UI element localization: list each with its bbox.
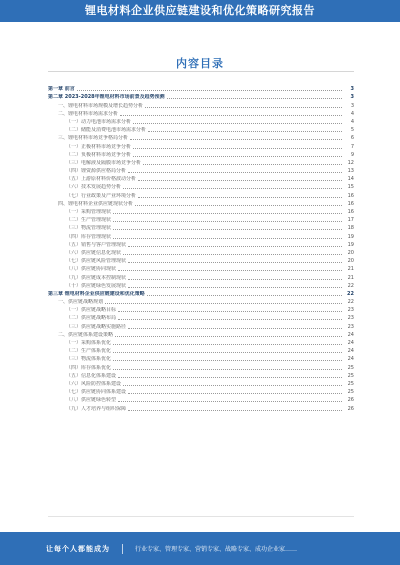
toc-entry-title: （一）供应链战略目标: [66, 307, 117, 314]
toc-entry-page: 20: [347, 249, 354, 256]
toc-entry-leader-dots: [147, 295, 342, 296]
toc-entry[interactable]: [48, 133, 354, 141]
toc-entry-page: 16: [347, 192, 354, 199]
toc-entry-leader-dots: [118, 270, 342, 271]
toc-entry[interactable]: [48, 84, 354, 92]
toc-entry[interactable]: [48, 387, 354, 395]
toc-entry-title: （七）供应链风险管理现状: [66, 258, 127, 265]
table-of-contents: [48, 84, 354, 412]
toc-entry-page: 13: [347, 168, 354, 175]
toc-entry-leader-dots: [128, 172, 342, 173]
toc-entry-page: 16: [347, 200, 354, 207]
toc-entry-page: 12: [347, 159, 354, 166]
toc-entry-page: 21: [347, 266, 354, 273]
toc-entry-page: 18: [347, 225, 354, 232]
toc-entry-page: 25: [347, 372, 354, 379]
toc-entry-leader-dots: [113, 229, 342, 230]
toc-entry-title: （三）供应链战略实施路径: [66, 323, 127, 330]
toc-entry[interactable]: [48, 199, 354, 207]
toc-entry[interactable]: [48, 256, 354, 264]
document-title: 锂电材料企业供应链建设和优化策略研究报告: [85, 4, 315, 17]
toc-entry-page: 24: [347, 340, 354, 346]
toc-entry-title: 第三章 锂电材料企业供应链建设和优化策略: [48, 290, 145, 297]
toc-entry-page: 17: [347, 217, 354, 224]
toc-entry-page: 25: [347, 364, 354, 371]
toc-entry-leader-dots: [130, 139, 342, 140]
toc-entry-title: （三）物流管理现状: [66, 225, 112, 232]
toc-entry-page: 25: [347, 380, 354, 387]
toc-entry[interactable]: [48, 166, 354, 174]
toc-bottom-divider: [48, 516, 354, 517]
toc-entry-page: 3: [350, 86, 354, 93]
toc-entry[interactable]: [48, 109, 354, 117]
toc-entry-page: 19: [347, 233, 354, 240]
toc-entry-leader-dots: [113, 344, 342, 345]
toc-entry-title: （九）供应链成本控制现状: [66, 274, 127, 281]
toc-entry[interactable]: [48, 158, 354, 166]
toc-entry[interactable]: [48, 346, 354, 354]
toc-entry-page: 5: [350, 127, 354, 134]
toc-entry-leader-dots: [145, 107, 342, 108]
toc-entry-title: （八）供应链绿色转型: [66, 397, 117, 404]
toc-title: 内容目录: [176, 57, 224, 70]
toc-entry-page: 22: [347, 290, 354, 297]
toc-entry-title: （二）生产体系优化: [66, 348, 112, 355]
toc-entry-page: 23: [347, 323, 354, 330]
toc-entry-leader-dots: [133, 156, 342, 157]
toc-entry-title: （六）风险防控体系建设: [66, 380, 122, 387]
toc-entry[interactable]: [48, 338, 354, 346]
toc-entry-page: 24: [347, 331, 354, 338]
toc-entry-page: 25: [347, 389, 354, 396]
toc-entry[interactable]: [48, 223, 354, 231]
toc-entry-leader-dots: [133, 123, 342, 124]
toc-entry[interactable]: [48, 125, 354, 133]
toc-entry[interactable]: [48, 264, 354, 272]
toc-entry[interactable]: [48, 362, 354, 370]
toc-entry-leader-dots: [143, 164, 342, 165]
toc-entry[interactable]: [48, 395, 354, 403]
toc-entry-page: 20: [347, 258, 354, 265]
toc-entry-leader-dots: [133, 148, 342, 149]
toc-entry-title: （四）库存管理现状: [66, 233, 112, 240]
toc-entry-leader-dots: [120, 115, 342, 116]
toc-entry-title: （一）动力电池市场需求分析: [66, 118, 132, 125]
toc-entry-title: （二）供应链战略布局: [66, 315, 117, 322]
toc-entry-leader-dots: [167, 98, 342, 99]
toc-entry-page: 26: [347, 397, 354, 404]
footer-slogan: 让每个人都能成为: [46, 544, 123, 554]
toc-entry-title: （五）销售与客户管理现状: [66, 241, 127, 248]
toc-entry-leader-dots: [105, 303, 342, 304]
toc-entry-title: （四）库存体系优化: [66, 364, 112, 371]
toc-title-divider: [48, 71, 354, 72]
toc-entry-leader-dots: [113, 238, 342, 239]
toc-entry-title: （八）供应链协同现状: [66, 266, 117, 273]
toc-entry[interactable]: [48, 182, 354, 190]
toc-entry-title: （一）采购体系优化: [66, 340, 112, 346]
toc-entry[interactable]: [48, 321, 354, 329]
toc-entry-page: 9: [350, 151, 354, 158]
toc-entry-leader-dots: [123, 385, 342, 386]
toc-entry-leader-dots: [123, 254, 342, 255]
footer-roles: 行业专家、管理专家、营销专家、战略专家、成功企业家……: [135, 546, 298, 553]
toc-entry-leader-dots: [113, 213, 342, 214]
toc-entry-title: （九）人才培养与组织保障: [66, 405, 127, 412]
toc-entry-page: 16: [347, 209, 354, 215]
toc-entry-title: 二、锂电材料市场需求分析: [58, 110, 119, 117]
toc-entry-leader-dots: [118, 319, 342, 320]
toc-entry-page: 7: [350, 143, 354, 150]
toc-entry-page: 22: [347, 299, 354, 306]
toc-entry-leader-dots: [113, 221, 342, 222]
toc-entry-leader-dots: [138, 180, 342, 181]
toc-entry-page: 23: [347, 315, 354, 322]
toc-entry-leader-dots: [113, 352, 342, 353]
toc-entry[interactable]: [48, 248, 354, 256]
toc-entry-page: 4: [350, 118, 354, 125]
toc-entry[interactable]: [48, 207, 354, 215]
document-header: [0, 0, 400, 22]
toc-entry-title: 第二章 2023-2028年锂电材料市场前景及趋势预测: [48, 94, 165, 101]
toc-entry-leader-dots: [118, 377, 342, 378]
toc-entry[interactable]: [48, 354, 354, 362]
toc-entry[interactable]: [48, 313, 354, 321]
toc-entry-leader-dots: [118, 401, 342, 402]
toc-entry[interactable]: [48, 403, 354, 411]
toc-entry-title: （二）生产管理现状: [66, 217, 112, 224]
toc-entry-page: 6: [350, 135, 354, 142]
toc-entry[interactable]: [48, 231, 354, 239]
toc-entry[interactable]: [48, 100, 354, 108]
toc-entry-title: 二、供应链体系建设策略: [58, 331, 114, 338]
toc-entry-leader-dots: [118, 311, 342, 312]
toc-entry-leader-dots: [148, 131, 342, 132]
toc-entry[interactable]: [48, 371, 354, 379]
toc-entry-title: （三）电解液及隔膜市场竞争分析: [66, 159, 142, 166]
toc-entry-leader-dots: [77, 90, 342, 91]
toc-entry-page: 14: [347, 176, 354, 183]
document-footer: [0, 532, 400, 565]
toc-entry[interactable]: [48, 141, 354, 149]
toc-entry-leader-dots: [128, 393, 342, 394]
toc-entry[interactable]: [48, 92, 354, 100]
toc-entry-title: （一）采购管理现状: [66, 209, 112, 215]
toc-entry[interactable]: [48, 330, 354, 338]
toc-entry[interactable]: [48, 289, 354, 297]
toc-entry-title: （七）行业政策及产业环境分析: [66, 192, 137, 199]
toc-entry[interactable]: [48, 281, 354, 289]
toc-entry-page: 24: [347, 356, 354, 363]
toc-entry[interactable]: [48, 150, 354, 158]
toc-entry-leader-dots: [138, 197, 342, 198]
toc-entry-page: 3: [350, 102, 354, 109]
toc-entry[interactable]: [48, 240, 354, 248]
toc-entry-title: 一、供应链战略规划: [58, 299, 104, 306]
toc-entry-leader-dots: [135, 205, 342, 206]
toc-entry-leader-dots: [128, 262, 342, 263]
toc-entry-title: 一、锂电材料市场规模及增长趋势分析: [58, 102, 144, 109]
toc-entry-page: 23: [347, 307, 354, 314]
toc-entry-title: （五）上游原材料价格波动分析: [66, 176, 137, 183]
toc-entry-page: 15: [347, 184, 354, 191]
toc-entry-leader-dots: [128, 246, 342, 247]
toc-entry-leader-dots: [128, 410, 342, 411]
toc-entry-title: （七）供应链协同体系建设: [66, 389, 127, 396]
toc-entry-leader-dots: [128, 328, 342, 329]
toc-entry-title: （五）信息化体系建设: [66, 372, 117, 379]
toc-entry-page: 4: [350, 110, 354, 117]
toc-entry[interactable]: [48, 305, 354, 313]
toc-entry-leader-dots: [128, 279, 342, 280]
toc-entry-title: （二）储能及消费电池市场需求分析: [66, 127, 147, 134]
toc-entry-page: 3: [350, 94, 354, 101]
toc-entry[interactable]: [48, 272, 354, 280]
toc-entry-leader-dots: [113, 369, 342, 370]
toc-entry[interactable]: [48, 174, 354, 182]
toc-entry-page: 21: [347, 274, 354, 281]
toc-entry[interactable]: [48, 190, 354, 198]
toc-entry-title: 第一章 前言: [48, 86, 75, 93]
toc-entry-page: 24: [347, 348, 354, 355]
toc-entry[interactable]: [48, 117, 354, 125]
toc-entry-leader-dots: [123, 188, 342, 189]
toc-entry-title: 三、锂电材料市场竞争格局分析: [58, 135, 129, 142]
toc-entry-title: （二）负极材料市场竞争分析: [66, 151, 132, 158]
toc-entry-title: （六）技术发展趋势分析: [66, 184, 122, 191]
toc-entry-page: 19: [347, 241, 354, 248]
toc-entry-title: 四、锂电材料企业供应链现状分析: [58, 200, 134, 207]
toc-entry-title: （三）物流体系优化: [66, 356, 112, 363]
toc-entry-title: （一）正极材料市场竞争分析: [66, 143, 132, 150]
toc-entry-title: （十）供应链绿色发展现状: [66, 282, 127, 289]
toc-entry-page: 22: [347, 282, 354, 289]
toc-entry-leader-dots: [128, 287, 342, 288]
toc-entry-title: （六）供应链信息化现状: [66, 249, 122, 256]
toc-entry-leader-dots: [113, 360, 342, 361]
toc-entry[interactable]: [48, 215, 354, 223]
toc-entry-page: 26: [347, 405, 354, 412]
toc-entry-title: （四）锂资源供应格局分析: [66, 168, 127, 175]
toc-entry[interactable]: [48, 379, 354, 387]
toc-entry-leader-dots: [115, 336, 342, 337]
toc-entry[interactable]: [48, 297, 354, 305]
